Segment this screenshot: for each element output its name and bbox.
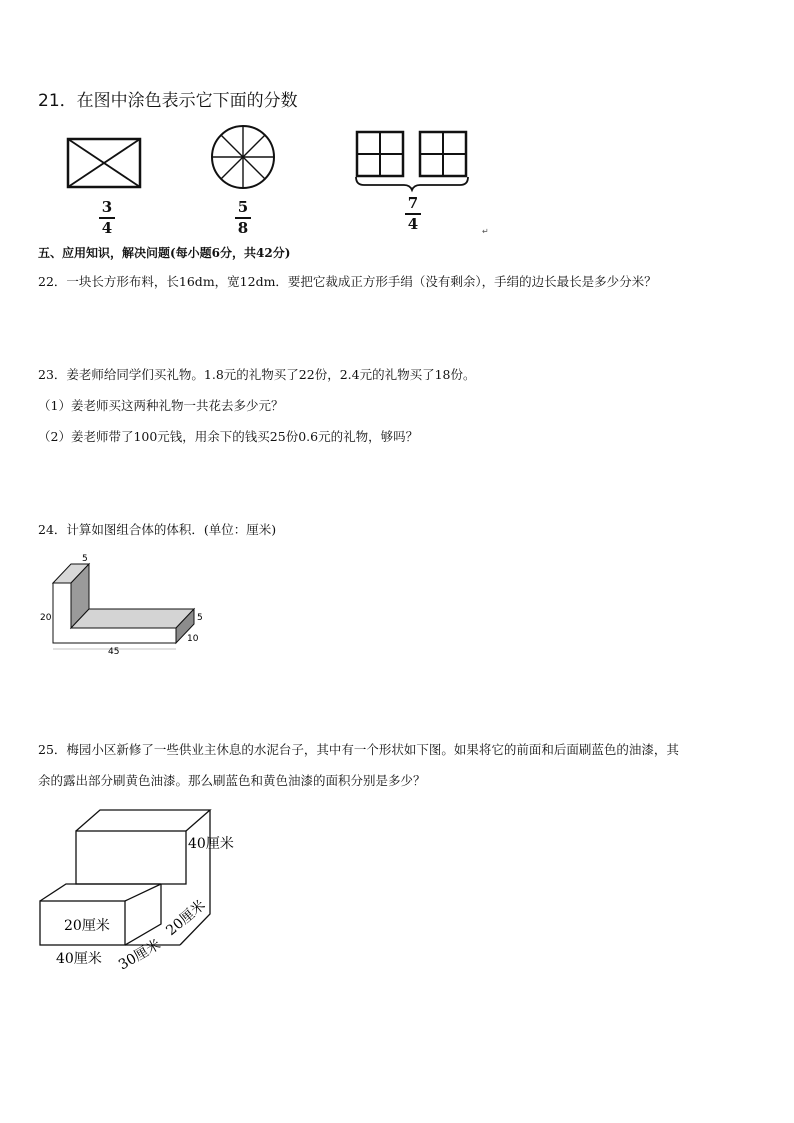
circle-figure[interactable] [212, 126, 274, 188]
q23-text: 23．姜老师给同学们买礼物。1.8元的礼物买了22份，2.4元的礼物买了18份。 [38, 367, 476, 382]
fraction-numerator: 3 [101, 198, 113, 216]
q24-figure [38, 548, 218, 658]
fraction-denominator: 8 [237, 219, 249, 237]
rectangle-figure[interactable] [68, 139, 140, 187]
q25-figure [30, 808, 270, 978]
svg-text:↵: ↵ [482, 227, 489, 236]
label-left: 20 [40, 613, 52, 623]
label-front-width: 40厘米 [56, 951, 102, 967]
label-depth: 10 [187, 634, 199, 644]
q21-title: 21．在图中涂色表示它下面的分数 [38, 91, 298, 111]
q23-sub1: （1）姜老师买这两种礼物一共花去多少元？ [38, 398, 284, 413]
label-right: 5 [197, 613, 203, 623]
label-depth-1: 30厘米 [116, 936, 164, 974]
label-front-height: 20厘米 [64, 918, 110, 934]
q23-sub2: （2）姜老师带了100元钱，用余下的钱买25份0.6元的礼物，够吗？ [38, 429, 419, 444]
squares-figure[interactable] [356, 132, 468, 190]
fraction-5-8 [223, 200, 263, 236]
fraction-denominator: 4 [101, 219, 113, 237]
q24-text: 24．计算如图组合体的体积．(单位：厘米) [38, 522, 277, 537]
fraction-7-4 [393, 196, 433, 232]
l-shape-solid[interactable] [53, 564, 194, 643]
label-height: 40厘米 [188, 836, 234, 852]
q25-line2: 余的露出部分刷黄色油漆。那么刷蓝色和黄色油漆的面积分别是多少？ [38, 773, 426, 788]
fraction-denominator: 4 [407, 215, 419, 233]
fraction-3-4 [87, 200, 127, 236]
fraction-numerator: 5 [237, 198, 249, 216]
q25-line1: 25．梅园小区新修了一些供业主休息的水泥台子，其中有一个形状如下图。如果将它的前面和后面刷蓝色的油漆，其 [38, 742, 679, 757]
label-bottom: 45 [108, 647, 120, 657]
label-top: 5 [82, 554, 88, 564]
q22-text: 22．一块长方形布料，长16dm，宽12dm．要把它裁成正方形手绢（没有剩余），手绢的边长最长是多少分米？ [38, 274, 657, 289]
section-title: 五、应用知识，解决问题(每小题6分，共42分) [38, 246, 291, 260]
label-depth-2: 20厘米 [163, 897, 209, 940]
fraction-numerator: 7 [407, 194, 419, 212]
